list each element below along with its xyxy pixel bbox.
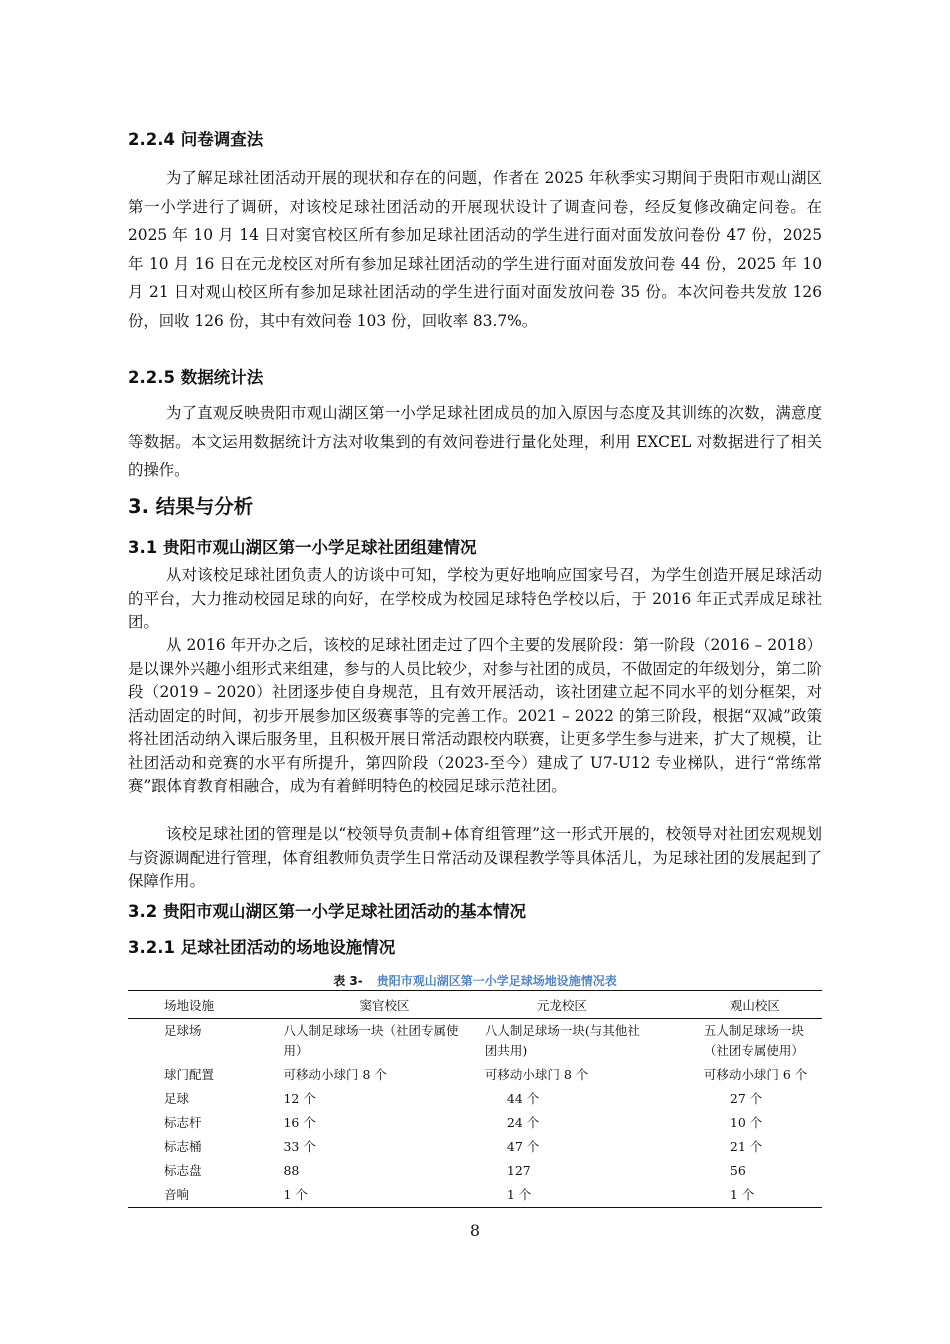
cell-douguan: 12 个: [283, 1091, 316, 1106]
table-row: [128, 1063, 822, 1087]
header-facility: 场地设施: [128, 991, 279, 1019]
header-douguan: 窦官校区: [279, 991, 480, 1019]
paragraph-management: 该校足球社团的管理是以“校领导负责制+体育组管理”这一形式开展的，校领导对社团宏观规划与资源调配进行管理，体育组教师负责学生日常活动及课程教学等具体活儿，为足球社团的发展起到了保障作用。: [128, 825, 822, 890]
table-row: [128, 1183, 822, 1208]
section-heading-3: 3. 结果与分析: [128, 495, 254, 518]
header-guanshan: 观山校区: [656, 991, 822, 1019]
cell-douguan: 八人制足球场一块（社团专属使用）: [283, 1023, 459, 1058]
cell-guanshan: 1 个: [656, 1183, 822, 1208]
cell-yuanlong: 八人制足球场一块(与其他社团共用): [484, 1023, 640, 1058]
cell-yuanlong: 24 个: [506, 1115, 540, 1130]
table-row: [128, 1019, 822, 1064]
paragraph-founding: 从对该校足球社团负责人的访谈中可知，学校为更好地响应国家号召，为学生创造开展足球活动的平台，大力推动校园足球的向好，在学校成为校园足球特色学校以后，于 2016 年正式弄成足球社团。: [128, 566, 822, 631]
table-row: [128, 1135, 822, 1159]
table-row: [128, 1159, 822, 1183]
cell-yuanlong: 1 个: [481, 1183, 656, 1208]
cell-yuanlong: 47 个: [506, 1139, 540, 1154]
section-heading-2-2-5: 2.2.5 数据统计法: [128, 368, 264, 387]
facilities-table: [128, 990, 822, 1208]
cell-douguan: 88: [283, 1163, 300, 1178]
table-caption-title: 贵阳市观山湖区第一小学足球场地设施情况表: [376, 974, 617, 988]
cell-facility: 标志桶: [164, 1139, 202, 1154]
cell-guanshan: 可移动小球门 6 个: [703, 1067, 808, 1082]
cell-facility: 足球: [164, 1091, 190, 1106]
cell-guanshan: 27 个: [729, 1091, 763, 1106]
section-heading-3-2-1: 3.2.1 足球社团活动的场地设施情况: [128, 938, 396, 957]
paragraph-statistics: 为了直观反映贵阳市观山湖区第一小学足球社团成员的加入原因与态度及其训练的次数，满意度等数据。本文运用数据统计方法对收集到的有效问卷进行量化处理，利用 EXCEL 对数据进行了相关的操作。: [128, 404, 822, 480]
cell-guanshan: 五人制足球场一块（社团专属使用）: [703, 1023, 804, 1058]
section-heading-3-2: 3.2 贵阳市观山湖区第一小学足球社团活动的基本情况: [128, 902, 526, 921]
cell-yuanlong: 44 个: [506, 1091, 540, 1106]
table-row: [128, 1087, 822, 1111]
cell-guanshan: 56: [729, 1163, 746, 1178]
cell-facility: 球门配置: [164, 1067, 215, 1082]
cell-guanshan: 21 个: [729, 1139, 763, 1154]
cell-douguan: 可移动小球门 8 个: [283, 1067, 387, 1082]
cell-facility: 足球场: [164, 1023, 202, 1038]
table-header-row: [128, 991, 822, 1019]
cell-facility: 音响: [128, 1183, 279, 1208]
paragraph-development-stages: 从 2016 年开办之后，该校的足球社团走过了四个主要的发展阶段：第一阶段（2016 – 2018）是以课外兴趣小组形式来组建，参与的人员比较少，对参与社团的成员，不做固定的年级划分，第二阶段（2019 – 2020）社团逐步使自身规范，且有效开展活动，该社团建立起不同水平的划分框架，对活动固定的时间，初步开展参加区级赛事等的完善工作。2021 – 2022 的第三阶段，根据“双减”政策将社团活动纳入课后服务里，且积极开展日常活动跟校内联赛，让更多学生参与进来，扩大了规模，让社团活动和竞赛的水平有所提升，第四阶段（2023-至今）建成了 U7-U12 专业梯队，进行“常练常赛”跟体育教育相融合，成为有着鲜明特色的校园足球示范社团。: [128, 636, 822, 795]
section-heading-3-1: 3.1 贵阳市观山湖区第一小学足球社团组建情况: [128, 538, 477, 557]
cell-guanshan: 10 个: [729, 1115, 763, 1130]
cell-douguan: 16 个: [283, 1115, 316, 1130]
section-heading-2-2-4: 2.2.4 问卷调查法: [128, 130, 264, 149]
cell-facility: 标志杆: [164, 1115, 202, 1130]
cell-douguan: 33 个: [283, 1139, 316, 1154]
table-caption: [128, 970, 822, 992]
table-row: [128, 1111, 822, 1135]
header-yuanlong: 元龙校区: [481, 991, 656, 1019]
cell-douguan: 1 个: [279, 1183, 480, 1208]
cell-yuanlong: 127: [506, 1163, 531, 1178]
page-number: 8: [469, 1221, 481, 1240]
paragraph-questionnaire: 为了解足球社团活动开展的现状和存在的问题，作者在 2025 年秋季实习期间于贵阳市观山湖区第一小学进行了调研，对该校足球社团活动的开展现状设计了调查问卷，经反复修改确定问卷。在 2025 年 10 月 14 日对窦官校区所有参加足球社团活动的学生进行面对面发放问卷份 47 份，2025 年 10 月 16 日在元龙校区对所有参加足球社团活动的学生进行面对面发放问卷 44 份，2025 年 10 月 21 日对观山校区所有参加足球社团活动的学生进行面对面发放问卷 35 份。本次问卷共发放 126 份，回收 126 份，其中有效问卷 103 份，回收率 83.7%。: [128, 169, 822, 330]
table-caption-number: 表 3-: [333, 974, 363, 988]
cell-yuanlong: 可移动小球门 8 个: [484, 1067, 589, 1082]
cell-facility: 标志盘: [164, 1163, 202, 1178]
